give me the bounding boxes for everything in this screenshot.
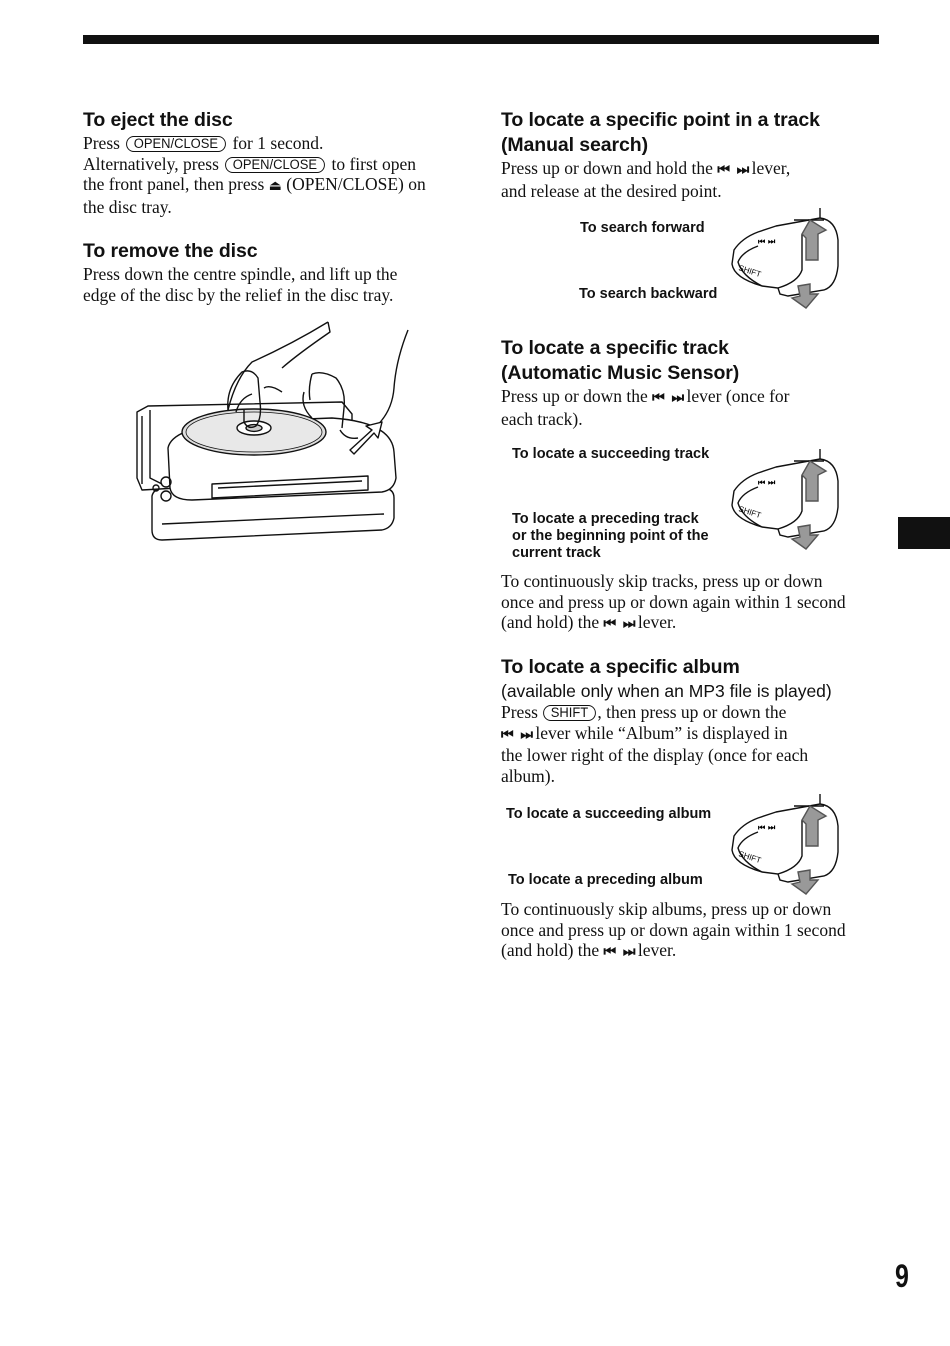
lever-skip-glyphs-3: ⏮ ⏭ bbox=[758, 823, 776, 832]
album-prev-icon: ⏮ bbox=[501, 726, 512, 743]
ams-next-icon: ⏭ bbox=[671, 390, 683, 406]
eject-text-panel: the front panel, then press bbox=[83, 174, 265, 194]
shift-button: SHIFT bbox=[543, 705, 596, 721]
open-close-button: OPEN/CLOSE bbox=[126, 136, 226, 152]
prev-next-icon bbox=[717, 158, 747, 181]
lever-skip-glyphs-2: ⏮ ⏭ bbox=[758, 478, 776, 487]
lever-icon-3 bbox=[728, 792, 844, 898]
album-line-4: album). bbox=[501, 765, 555, 786]
ams-cont-next-icon: ⏭ bbox=[622, 616, 634, 632]
eject-text-press: Press bbox=[83, 133, 120, 153]
album-line-1a: Press bbox=[501, 702, 538, 722]
album-line-3: the lower right of the display (once for each bbox=[501, 745, 809, 765]
album-cont-2: once and press up or down again within 1 second bbox=[501, 919, 846, 940]
album-subheading: (available only when an MP3 file is played) bbox=[501, 681, 832, 701]
ams-prev-icon: ⏮ bbox=[652, 390, 663, 406]
manual-search-line-2: and release at the desired point. bbox=[501, 180, 722, 201]
album-cont-3b: lever. bbox=[637, 940, 677, 960]
manual-search-heading bbox=[501, 108, 881, 158]
ams-section bbox=[501, 336, 881, 429]
manual-search-heading-1: To locate a specific point in a track bbox=[501, 109, 820, 131]
lever-shift-text: SHIFT bbox=[737, 263, 763, 280]
ams-cont-3a: (and hold) the bbox=[501, 612, 600, 632]
album-continuous-text bbox=[501, 899, 886, 963]
album-section bbox=[501, 655, 886, 786]
succeeding-album-label: To locate a succeeding album bbox=[506, 806, 712, 822]
eject-text bbox=[83, 133, 468, 217]
ams-continuous-text bbox=[501, 571, 886, 635]
top-rule bbox=[83, 35, 879, 44]
eject-icon: ⏏ bbox=[268, 178, 282, 194]
search-backward-label: To search backward bbox=[579, 286, 718, 302]
ams-line-2: each track). bbox=[501, 408, 583, 429]
remove-heading: To remove the disc bbox=[83, 240, 258, 262]
preceding-track-label-3: current track bbox=[512, 545, 601, 561]
remove-line-2: edge of the disc by the relief in the disc tray. bbox=[83, 284, 394, 305]
preceding-track-label bbox=[512, 511, 709, 562]
manual-search-line-1b: lever, bbox=[751, 158, 791, 178]
ams-line-1b: lever (once for bbox=[686, 386, 790, 406]
page-number: 9 bbox=[895, 1258, 909, 1294]
ams-cont-prev-next-icon bbox=[604, 612, 634, 635]
preceding-track-label-1: To locate a preceding track bbox=[512, 511, 699, 527]
ams-line-1a: Press up or down the bbox=[501, 386, 648, 406]
ams-cont-1: To continuously skip tracks, press up or down bbox=[501, 571, 823, 591]
eject-text-1s: for 1 second. bbox=[232, 133, 324, 153]
manual-search-text bbox=[501, 158, 881, 201]
album-cont-3a: (and hold) the bbox=[501, 940, 600, 960]
album-line-1b: , then press up or down the bbox=[597, 702, 787, 722]
preceding-track-label-2: or the beginning point of the bbox=[512, 528, 709, 544]
album-cont-prev-next-icon bbox=[604, 940, 634, 963]
lever-skip-glyphs: ⏮ ⏭ bbox=[758, 237, 776, 246]
eject-text-alt: Alternatively, press bbox=[83, 153, 219, 174]
lever-shift-text-2: SHIFT bbox=[737, 504, 763, 521]
ams-heading bbox=[501, 336, 881, 386]
ams-cont-3b: lever. bbox=[637, 612, 677, 632]
ams-heading-2: (Automatic Music Sensor) bbox=[501, 362, 740, 384]
eject-text-tray: the disc tray. bbox=[83, 196, 172, 217]
next-track-icon: ⏭ bbox=[736, 162, 748, 178]
album-text bbox=[501, 702, 886, 786]
remove-text bbox=[83, 264, 468, 305]
ams-prev-next-icon bbox=[652, 386, 682, 409]
section-tab bbox=[898, 517, 950, 549]
eject-text-oc: (OPEN/CLOSE) on bbox=[286, 174, 426, 194]
preceding-album-label: To locate a preceding album bbox=[508, 872, 703, 888]
search-forward-label: To search forward bbox=[580, 220, 705, 236]
manual-search-heading-2: (Manual search) bbox=[501, 134, 648, 156]
disc-tray-illustration bbox=[132, 318, 412, 548]
prev-track-icon: ⏮ bbox=[717, 162, 728, 178]
remove-line-1: Press down the centre spindle, and lift up the bbox=[83, 264, 398, 284]
eject-heading: To eject the disc bbox=[83, 109, 233, 131]
left-column bbox=[83, 108, 468, 305]
open-close-button-2: OPEN/CLOSE bbox=[225, 157, 325, 173]
lever-shift-text-3: SHIFT bbox=[737, 849, 763, 866]
right-column bbox=[501, 108, 881, 201]
album-cont-1: To continuously skip albums, press up or down bbox=[501, 899, 832, 919]
album-next-icon: ⏭ bbox=[520, 726, 531, 743]
ams-heading-1: To locate a specific track bbox=[501, 337, 729, 359]
lever-icon bbox=[728, 206, 844, 312]
album-cont-prev-icon: ⏮ bbox=[603, 944, 615, 960]
album-cont-next-icon: ⏭ bbox=[622, 944, 634, 960]
ams-text bbox=[501, 386, 881, 429]
album-prev-next-icon bbox=[501, 723, 531, 746]
eject-text-first: to first open bbox=[331, 153, 417, 174]
manual-search-line-1a: Press up or down and hold the bbox=[501, 158, 713, 178]
lever-icon-2 bbox=[728, 447, 844, 553]
succeeding-track-label: To locate a succeeding track bbox=[512, 446, 710, 462]
ams-cont-prev-icon: ⏮ bbox=[603, 616, 615, 632]
album-line-2b: lever while “Album” is displayed in bbox=[535, 722, 788, 743]
album-heading: To locate a specific album bbox=[501, 656, 740, 678]
ams-cont-2: once and press up or down again within 1 second bbox=[501, 591, 846, 612]
